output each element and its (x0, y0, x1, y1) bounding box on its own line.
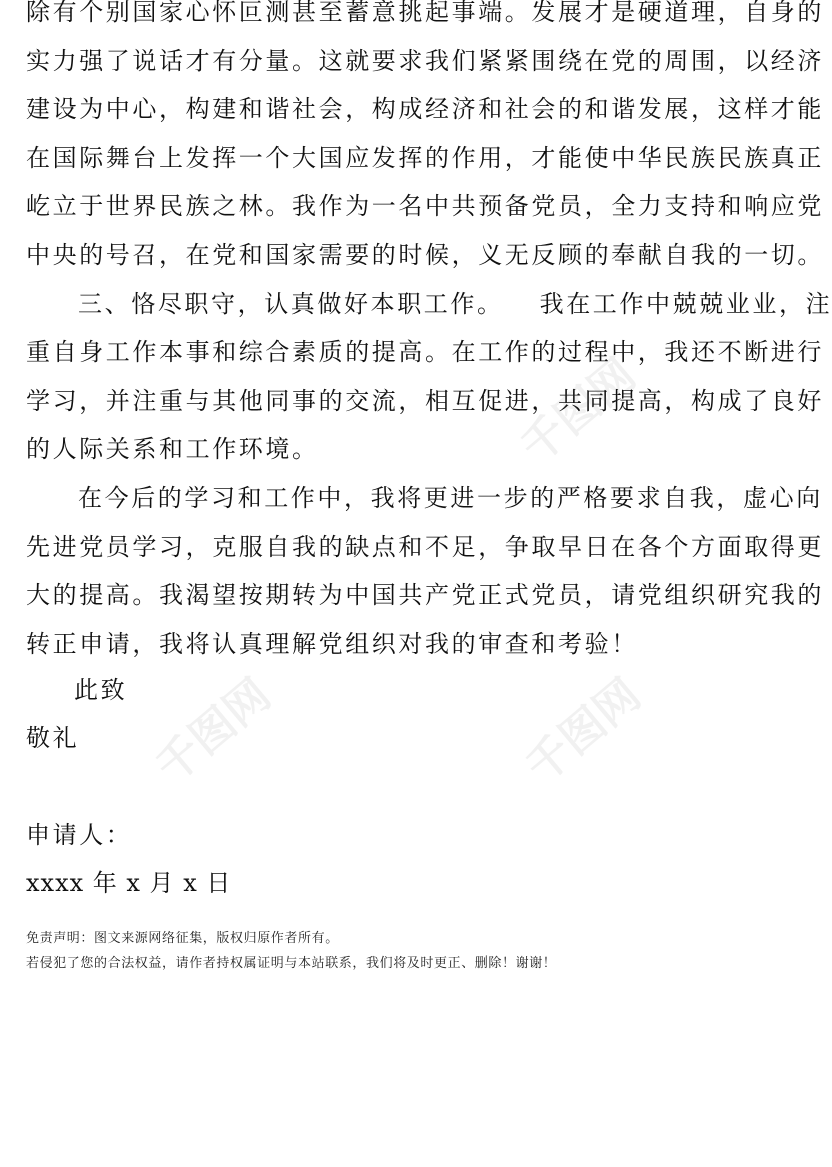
watermark-logo-text: 千图网 (511, 349, 646, 474)
paragraph-2-first-line (26, 280, 832, 329)
watermark-logo-text: 千图网 (146, 669, 281, 794)
paragraph-2 (26, 280, 832, 474)
text-line: 的人际关系和工作环境。 (26, 435, 319, 464)
text-line: 在国际舞台上发挥一个大国应发挥的作用，才能使中华民族民族真正 (26, 143, 824, 172)
disclaimer-line-2: 若侵犯了您的合法权益，请作者持权属证明与本站联系，我们将及时更正、删除！谢谢！ (26, 956, 557, 971)
text-line: 转正申请，我将认真理解党组织对我的审查和考验！ (26, 629, 638, 658)
text-line: 重自身工作本事和综合素质的提高。在工作的过程中，我还不断进行 (26, 338, 824, 367)
watermark-logo-text: 千图网 (516, 669, 651, 794)
text-line: 中央的号召，在党和国家需要的时候，义无反顾的奉献自我的一切。 (26, 240, 824, 269)
disclaimer (26, 926, 556, 976)
date-line: xxxx 年 x 月 x 日 (26, 869, 232, 897)
text-line: 屹立于世界民族之林。我作为一名中共预备党员，全力支持和响应党 (26, 192, 824, 221)
letter-body (26, 0, 832, 668)
salutation: 此致 (74, 676, 128, 704)
respect-closing: 敬礼 (26, 724, 80, 752)
section-heading: 三、恪尽职守，认真做好本职工作。 (78, 289, 504, 318)
text-line: 学习，并注重与其他同事的交流，相互促进，共同提高，构成了良好 (26, 386, 824, 415)
text-line: 建设为中心，构建和谐社会，构成经济和社会的和谐发展，这样才能 (26, 95, 824, 124)
text-line: 除有个别国家心怀叵测甚至蓄意挑起事端。发展才是硬道理，自身的 (26, 0, 824, 26)
text-line: 实力强了说话才有分量。这就要求我们紧紧围绕在党的周围，以经济 (26, 46, 824, 75)
disclaimer-line-1: 免责声明：图文来源网络征集，版权归原作者所有。 (26, 931, 339, 946)
applicant-label: 申请人： (26, 821, 133, 849)
paragraph-1 (26, 0, 824, 280)
text-span: 我在工作中兢兢业业，注 (539, 289, 832, 318)
paragraph-3 (26, 474, 824, 668)
text-line: 先进党员学习，克服自我的缺点和不足，争取早日在各个方面取得更 (26, 532, 824, 561)
text-line: 在今后的学习和工作中，我将更进一步的严格要求自我，虚心向 (78, 483, 823, 512)
text-line: 大的提高。我渴望按期转为中国共产党正式党员，请党组织研究我的 (26, 581, 824, 610)
